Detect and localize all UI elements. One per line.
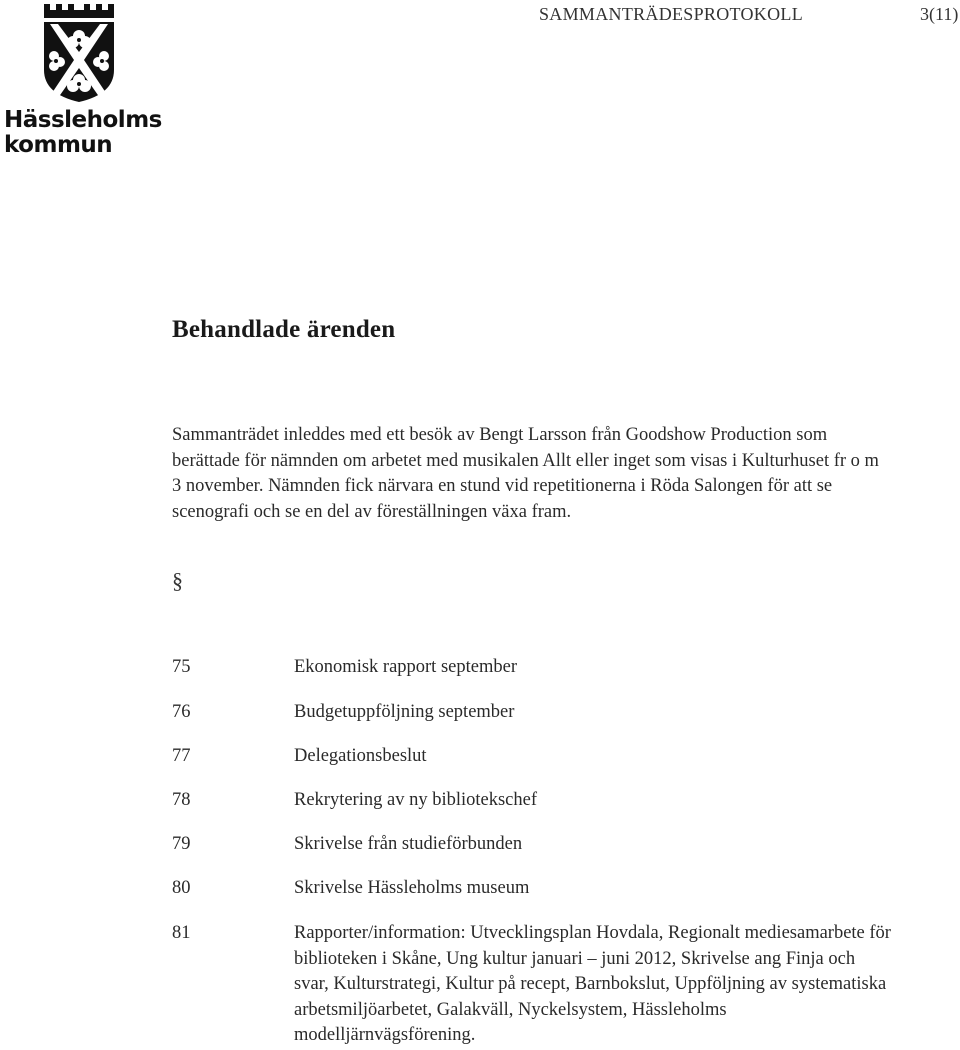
item-number: 80 bbox=[172, 878, 191, 898]
logo-wordmark bbox=[4, 108, 164, 158]
page-number: 3(11) bbox=[920, 4, 959, 24]
item-text: Rekrytering av ny bibliotekschef bbox=[294, 790, 538, 810]
document-type: SAMMANTRÄDESPROTOKOLL bbox=[539, 4, 803, 24]
item-number: 78 bbox=[172, 790, 191, 810]
item-text: Delegationsbeslut bbox=[294, 746, 427, 766]
section-symbol: § bbox=[172, 568, 183, 593]
item-text: Budgetuppföljning september bbox=[294, 702, 515, 722]
item-text: Rapporter/information: Utvecklingsplan Hovdala, Regionalt mediesamarbete för biblioteken i Skåne, Ung kultur januari – juni 2012, Skrivelse ang Finja och svar, Kulturstrategi, Kultur på recept, Barnbokslut, Uppföljning av systematiska arbetsmiljöarbetet, Galakväll, Nyckelsystem, Hässleholms modelljärnvägsförening. bbox=[294, 923, 891, 1045]
logo-line-2: kommun bbox=[4, 132, 113, 158]
item-number: 75 bbox=[172, 657, 191, 677]
item-text: Skrivelse från studieförbunden bbox=[294, 834, 523, 854]
item-number: 77 bbox=[172, 746, 191, 766]
item-number: 76 bbox=[172, 702, 191, 722]
item-text: Ekonomisk rapport september bbox=[294, 657, 517, 677]
item-number: 81 bbox=[172, 923, 191, 943]
intro-paragraph: Sammanträdet inleddes med ett besök av Bengt Larsson från Goodshow Production som berättade för nämnden om arbetet med musikalen Allt eller inget som visas i Kulturhuset fr o m 3 november. Nämnden fick närvara en stund vid repetitionerna i Röda Salongen för att se scenografi och se en del av föreställningen växa fram. bbox=[172, 425, 879, 522]
coat-of-arms-icon bbox=[40, 0, 118, 104]
item-text: Skrivelse Hässleholms museum bbox=[294, 878, 530, 898]
page-title: Behandlade ärenden bbox=[172, 316, 396, 343]
item-number: 79 bbox=[172, 834, 191, 854]
municipality-logo bbox=[4, 0, 160, 160]
logo-line-1: Hässleholms bbox=[4, 107, 162, 133]
